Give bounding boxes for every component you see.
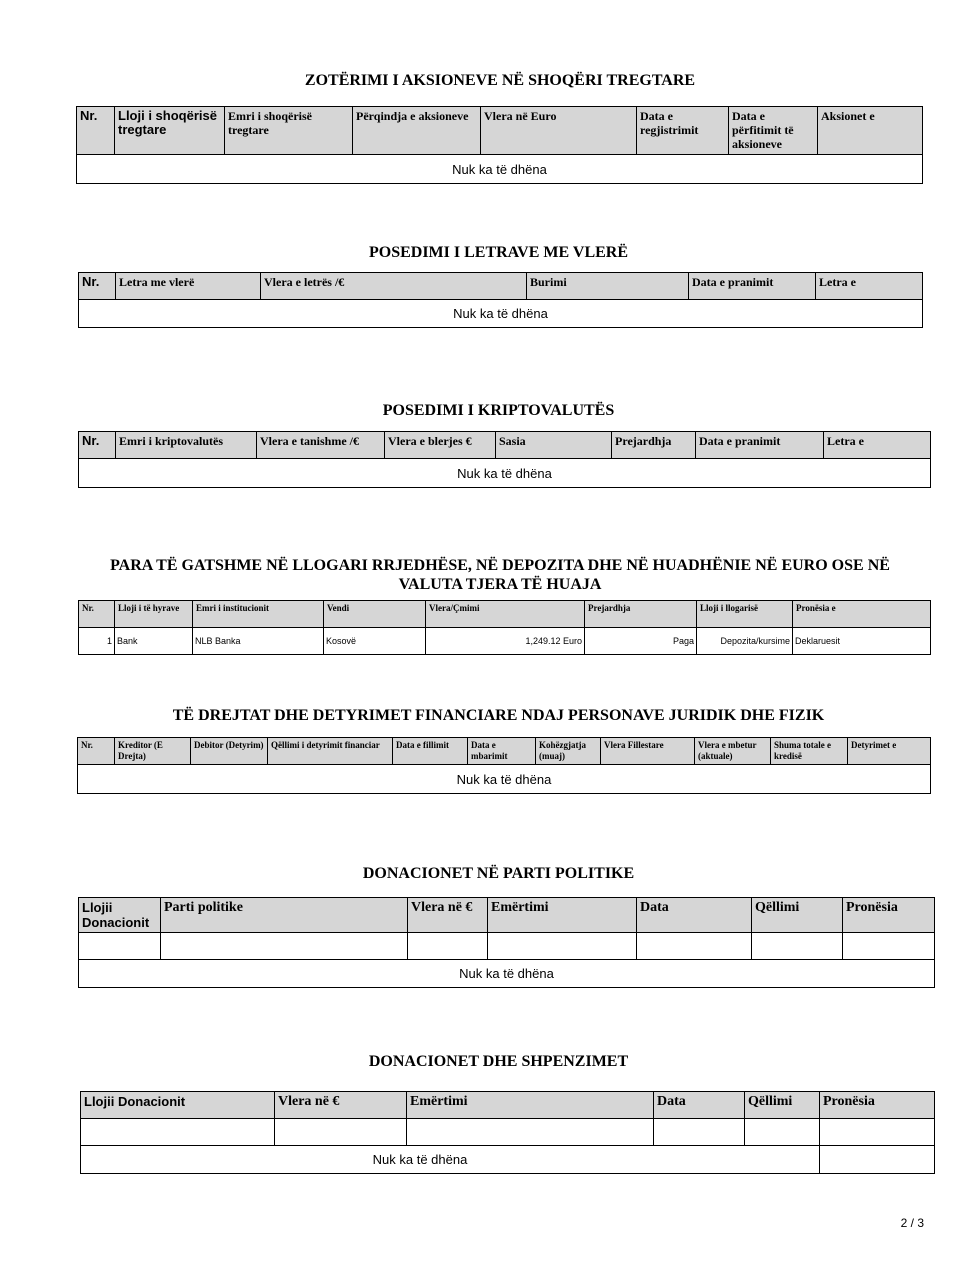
- header-obligations-of: Detyrimet e: [848, 738, 931, 765]
- empty-cell: [275, 1119, 407, 1146]
- empty-cell: [79, 933, 161, 960]
- no-data-row: Nuk ka të dhëna: [79, 459, 931, 488]
- cell-income-type: Bank: [115, 628, 193, 655]
- header-country: Vendi: [324, 601, 426, 628]
- header-remaining-value: Vlera e mbetur (aktuale): [695, 738, 771, 765]
- header-crypto-name: Emri i kriptovalutës: [116, 432, 257, 459]
- header-designation: Emërtimi: [488, 898, 637, 933]
- header-company-name: Emri i shoqërisë tregtare: [225, 107, 353, 155]
- header-initial-value: Vlera Fillestare: [601, 738, 695, 765]
- political-donations-table: [78, 897, 935, 988]
- header-registration-date: Data e regjistrimit: [637, 107, 729, 155]
- header-ownership: Pronësia e: [793, 601, 931, 628]
- cell-institution: NLB Banka: [193, 628, 324, 655]
- header-origin: Prejardhja: [612, 432, 696, 459]
- empty-cell: [407, 1119, 654, 1146]
- section-title-obligations: TË DREJTAT DHE DETYRIMET FINANCIARE NDAJ PERSONAVE JURIDIK DHE FIZIK: [172, 707, 825, 724]
- header-value: Vlera në €: [275, 1092, 407, 1119]
- table-row: [79, 628, 931, 655]
- empty-cell: [408, 933, 488, 960]
- header-purpose: Qëllimi: [745, 1092, 820, 1119]
- header-total-credit: Shuma totale e kredisë: [771, 738, 848, 765]
- header-creditor: Kreditor (E Drejta): [115, 738, 191, 765]
- header-company-type: Lloji i shoqërisë tregtare: [115, 107, 225, 155]
- header-security-of: Letra e: [816, 273, 923, 300]
- header-crypto-of: Letra e: [824, 432, 931, 459]
- header-start-date: Data e fillimit: [393, 738, 468, 765]
- header-nr: Nr.: [79, 601, 115, 628]
- section-title-cash: [0, 556, 980, 594]
- header-date: Data: [637, 898, 752, 933]
- header-nr: Nr.: [78, 738, 115, 765]
- header-purchase-value: Vlera e blerjes €: [385, 432, 496, 459]
- page-number: 2 / 3: [900, 1216, 924, 1230]
- shares-table: [76, 106, 923, 184]
- header-ownership: Pronësia: [843, 898, 935, 933]
- obligations-table: [77, 737, 931, 794]
- donations-expenses-table: [80, 1091, 935, 1174]
- section-title-donations-expenses: DONACIONET DHE SHPENZIMET: [368, 1053, 629, 1070]
- no-data-row: Nuk ka të dhëna: [77, 155, 923, 184]
- empty-cell: [843, 933, 935, 960]
- empty-cell: [488, 933, 637, 960]
- empty-row: [79, 933, 935, 960]
- header-nr: Nr.: [77, 107, 115, 155]
- section-title-cash-line2: VALUTA TJERA TË HUAJA: [398, 576, 602, 593]
- empty-cell: [745, 1119, 820, 1146]
- crypto-table: [78, 431, 931, 488]
- empty-cell: [637, 933, 752, 960]
- header-purpose: Qëllimi: [752, 898, 843, 933]
- empty-row: [81, 1119, 935, 1146]
- header-date: Data: [654, 1092, 745, 1119]
- no-data-row: Nuk ka të dhëna: [81, 1146, 820, 1174]
- empty-cell: [81, 1119, 275, 1146]
- no-data-row: Nuk ka të dhëna: [79, 960, 935, 988]
- header-designation: Emërtimi: [407, 1092, 654, 1119]
- header-receipt-date: Data e pranimit: [689, 273, 816, 300]
- cash-table: [78, 600, 931, 655]
- header-duration: Kohëzgjatja (muaj): [536, 738, 601, 765]
- no-data-row: Nuk ka të dhëna: [78, 765, 931, 794]
- header-value-price: Vlera/Çmimi: [426, 601, 585, 628]
- header-current-value: Vlera e tanishme /€: [257, 432, 385, 459]
- cell-account-type: Depozita/kursime: [697, 628, 793, 655]
- header-quantity: Sasia: [496, 432, 612, 459]
- empty-cell: [752, 933, 843, 960]
- securities-table: [78, 272, 923, 328]
- empty-cell: [820, 1146, 935, 1174]
- cell-ownership: Deklaruesit: [793, 628, 931, 655]
- header-source: Burimi: [527, 273, 689, 300]
- header-shares-of: Aksionet e: [818, 107, 923, 155]
- empty-cell: [161, 933, 408, 960]
- header-account-type: Lloji i llogarisë: [697, 601, 793, 628]
- section-title-shares: ZOTËRIMI I AKSIONEVE NË SHOQËRI TREGTARE: [304, 72, 696, 89]
- cell-country: Kosovë: [324, 628, 426, 655]
- header-share-percentage: Përqindja e aksioneve: [353, 107, 481, 155]
- header-receipt-date: Data e pranimit: [696, 432, 824, 459]
- header-political-party: Parti politike: [161, 898, 408, 933]
- no-data-row: Nuk ka të dhëna: [79, 300, 923, 328]
- empty-cell: [820, 1119, 935, 1146]
- header-income-type: Lloji i të hyrave: [115, 601, 193, 628]
- section-title-securities: POSEDIMI I LETRAVE ME VLERË: [368, 244, 629, 261]
- section-title-crypto: POSEDIMI I KRIPTOVALUTËS: [382, 402, 615, 419]
- header-value-euro: Vlera në Euro: [481, 107, 637, 155]
- header-purpose: Qëllimi i detyrimit financiar: [268, 738, 393, 765]
- header-security-value: Vlera e letrës /€: [261, 273, 527, 300]
- header-debtor: Debitor (Detyrim): [191, 738, 268, 765]
- header-acquisition-date: Data e përfitimit të aksioneve: [729, 107, 818, 155]
- header-origin: Prejardhja: [585, 601, 697, 628]
- empty-cell: [654, 1119, 745, 1146]
- header-value: Vlera në €: [408, 898, 488, 933]
- header-ownership: Pronësia: [820, 1092, 935, 1119]
- header-nr: Nr.: [79, 432, 116, 459]
- header-end-date: Data e mbarimit: [468, 738, 536, 765]
- header-nr: Nr.: [79, 273, 116, 300]
- header-donation-type: Llojii Donacionit: [81, 1092, 275, 1119]
- cell-origin: Paga: [585, 628, 697, 655]
- header-institution: Emri i institucionit: [193, 601, 324, 628]
- cell-value-price: 1,249.12 Euro: [426, 628, 585, 655]
- cell-nr: 1: [79, 628, 115, 655]
- section-title-political-donations: DONACIONET NË PARTI POLITIKE: [362, 865, 635, 882]
- section-title-cash-line1: PARA TË GATSHME NË LLOGARI RRJEDHËSE, NË DEPOZITA DHE NË HUADHËNIE NË EURO OSE NË: [110, 557, 890, 574]
- header-donation-type: Llojii Donacionit: [79, 898, 161, 933]
- header-security: Letra me vlerë: [116, 273, 261, 300]
